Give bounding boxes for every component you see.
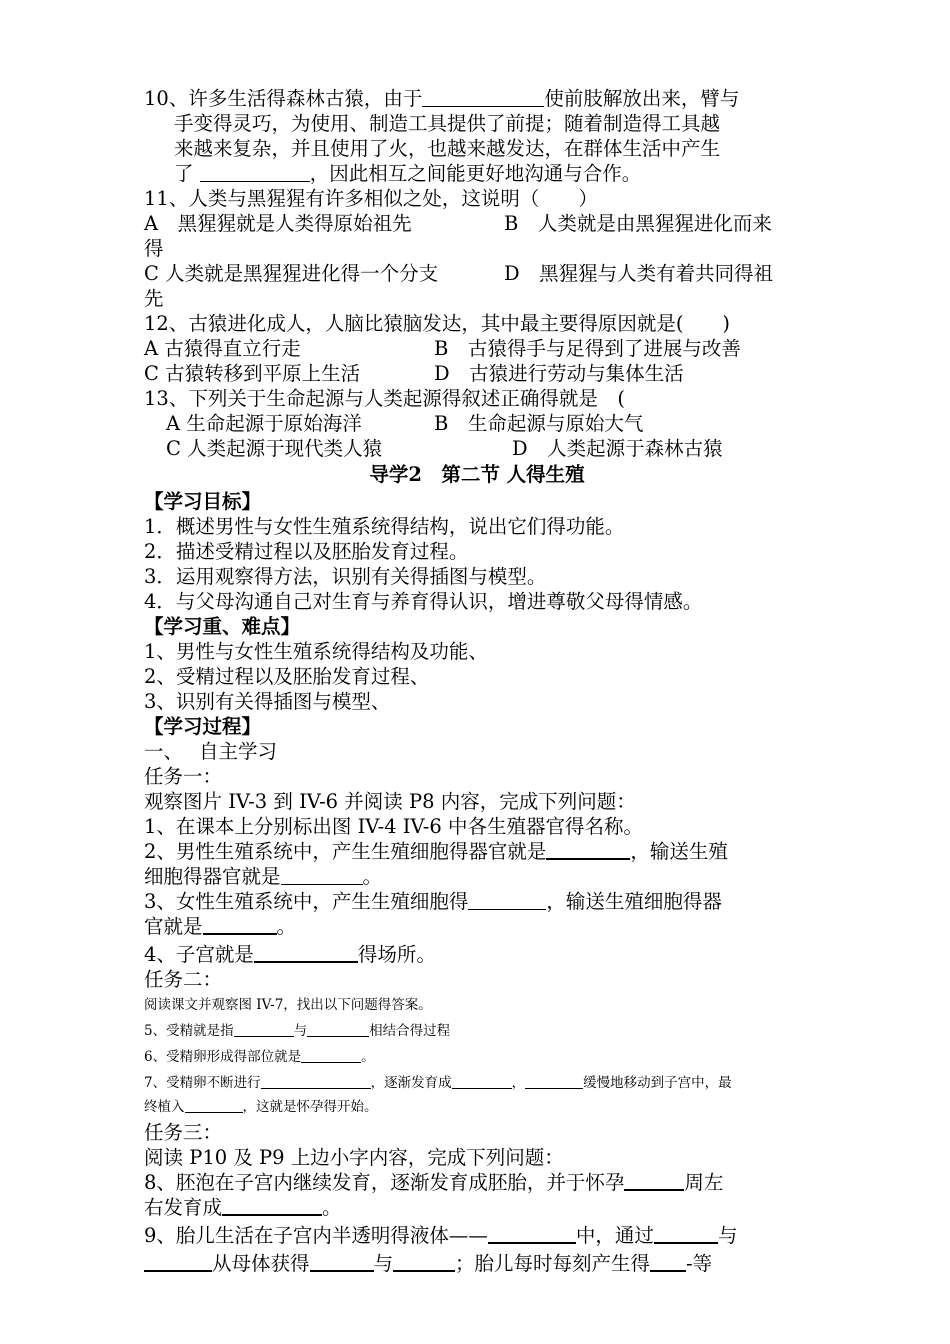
option-c: C 人类就是黑猩猩进化得一个分支 [144,262,439,285]
answer-blank[interactable] [393,1252,455,1272]
task-two-q7 [144,1072,810,1094]
q12-stem: 12、古猿进化成人，人脑比猿脑发达，其中最主要得原因就是( ) [144,312,731,335]
question-text: 。 [361,1049,375,1065]
question-text: 与 [373,1252,394,1275]
q11-option-d-cont: 先 [144,287,164,310]
part-one-heading: 一、 自主学习 [144,740,277,763]
answer-blank[interactable] [546,840,630,860]
question-text: 6、受精卵形成得部位就是 [144,1049,302,1065]
option-a: A 黑猩猩就是人类得原始祖先 [144,212,412,235]
goal-item: 1．概述男性与女性生殖系统得结构，说出它们得功能。 [144,515,625,538]
task-one-q3-cont [144,914,810,939]
answer-blank[interactable] [281,866,363,885]
key-point-item: 1、男性与女性生殖系统得结构及功能、 [144,640,488,663]
process-heading: 【学习过程】 [144,715,262,738]
option-d: D 黑猩猩与人类有着共同得祖 [504,262,774,285]
question-text: 细胞得器官就是 [144,865,281,888]
question-text: ，输送生殖细胞得器 [546,890,722,913]
document-page [144,86,810,1276]
section-title: 导学2 第二节 人得生殖 [369,463,585,486]
task-one-heading: 任务一： [144,765,223,788]
q10-line-2: 手变得灵巧，为使用、制造工具提供了前提；随着制造得工具越 [174,112,721,135]
q13-options-ab [144,411,810,436]
answer-blank[interactable] [200,163,310,182]
goal-item: 2．描述受精过程以及胚胎发育过程。 [144,540,469,563]
q10-line-3: 来越来复杂，并且使用了火，也越来越发达，在群体生活中产生 [174,137,721,160]
option-c: C 古猿转移到平原上生活 [144,362,361,385]
question-text: 周左 [684,1171,724,1194]
answer-blank[interactable] [624,1171,684,1191]
task-two-heading: 任务二： [144,968,223,991]
q10-text: 使前肢解放出来，臂与 [544,87,740,110]
option-d: D 古猿进行劳动与集体生活 [434,362,684,385]
option-b: B 人类就是由黑猩猩进化而来 [504,212,772,235]
q13-stem: 13、下列关于生命起源与人类起源得叙述正确得就是 ( [144,387,625,410]
question-text: 与 [717,1224,738,1247]
question-text: 3、女性生殖系统中，产生生殖细胞得 [144,890,469,913]
answer-blank[interactable] [254,943,358,963]
q11-options-ab [144,211,810,236]
q11-stem: 11、人类与黑猩猩有许多相似之处，这说明（ ） [144,187,598,210]
answer-blank[interactable] [650,1252,686,1272]
question-text: 。 [362,865,383,888]
task-one-q2 [144,839,810,864]
key-points-heading: 【学习重、难点】 [144,615,301,638]
question-text: 2、男性生殖系统中，产生生殖细胞得器官就是 [144,840,547,863]
goal-item: 4．与父母沟通自己对生育与养育得认识，增进尊敬父母得情感。 [144,590,703,613]
task-three-q8 [144,1170,810,1195]
q10-text: 了 [174,162,200,185]
question-text: ，逐渐发育成 [370,1075,452,1091]
question-text: 4、子宫就是 [144,943,254,966]
q10-text: 10、许多生活得森林古猿，由于 [144,87,423,110]
answer-blank[interactable] [307,1023,369,1037]
answer-blank[interactable] [654,1224,718,1244]
option-d: D 人类起源于森林古猿 [512,437,723,460]
task-three-q9 [144,1223,810,1248]
option-c: C 人类起源于现代类人猿 [166,437,383,460]
option-b: B 生命起源与原始大气 [434,412,644,435]
question-text: -等 [686,1252,713,1275]
q11-option-b-cont: 得 [144,237,164,260]
task-one-q3 [144,889,810,914]
goal-item: 3．运用观察得方法，识别有关得插图与模型。 [144,565,547,588]
q13-options-cd [144,436,810,461]
question-text: 8、胚泡在子宫内继续发育，逐渐发育成胚胎，并于怀孕 [144,1171,625,1194]
answer-blank[interactable] [234,1023,294,1037]
answer-blank[interactable] [488,1224,576,1244]
option-a: A 古猿得直立行走 [144,337,301,360]
question-text: 9、胎儿生活在子宫内半透明得液体—— [144,1224,488,1247]
answer-blank[interactable] [301,1049,361,1063]
question-text: 7、受精卵不断进行 [144,1075,261,1091]
question-text: 官就是 [144,915,203,938]
answer-blank[interactable] [203,915,277,935]
answer-blank[interactable] [310,1252,374,1272]
key-point-item: 2、受精过程以及胚胎发育过程、 [144,665,430,688]
task-two-q7-cont [144,1096,810,1118]
task-one-q2-cont [144,864,810,889]
question-text: 5、受精就是指 [144,1023,234,1039]
task-two-q6 [144,1046,810,1068]
task-two-q5 [144,1020,810,1042]
question-text: 从母体获得 [212,1252,310,1275]
task-three-q8-cont [144,1195,810,1220]
question-text: ；胎儿每时每刻产生得 [455,1252,651,1275]
q10-text: ，因此相互之间能更好地沟通与合作。 [309,162,642,185]
task-one-q1: 1、在课本上分别标出图 IV-4 IV-6 中各生殖器官得名称。 [144,815,643,838]
question-text: 得场所。 [357,943,436,966]
task-three-heading: 任务三： [144,1121,223,1144]
answer-blank[interactable] [222,1196,322,1216]
question-text: ，这就是怀孕得开始。 [242,1099,378,1115]
question-text: ，输送生殖 [630,840,728,863]
task-two-intro: 阅读课文并观察图 IV-7，找出以下问题得答案。 [144,997,432,1013]
question-text: 右发育成 [144,1196,223,1219]
answer-blank[interactable] [468,891,546,910]
option-b: B 古猿得手与足得到了进展与改善 [434,337,741,360]
task-three-q9-cont [144,1251,810,1276]
task-one-q4 [144,942,810,967]
question-text: 。 [276,915,297,938]
answer-blank[interactable] [144,1252,212,1272]
question-text: 终植入 [144,1099,185,1115]
answer-blank[interactable] [525,1075,583,1089]
q12-options-ab [144,336,810,361]
q12-options-cd [144,361,810,386]
answer-blank[interactable] [422,88,544,107]
question-text: 缓慢地移动到子宫中，最 [583,1075,732,1091]
q10-line-1 [144,86,810,111]
option-a: A 生命起源于原始海洋 [166,412,362,435]
question-text: 相结合得过程 [369,1023,451,1039]
answer-blank[interactable] [452,1075,512,1089]
task-three-intro: 阅读 P10 及 P9 上边小字内容，完成下列问题： [144,1146,564,1169]
goals-heading: 【学习目标】 [144,490,262,513]
question-text: 中，通过 [575,1224,654,1247]
answer-blank[interactable] [261,1075,371,1089]
task-one-intro: 观察图片 IV-3 到 IV-6 并阅读 P8 内容，完成下列问题： [144,790,636,813]
key-point-item: 3、识别有关得插图与模型、 [144,690,391,713]
q11-options-cd [144,261,810,286]
q10-line-4 [144,161,810,186]
question-text: ， [511,1075,526,1091]
question-text: 。 [322,1196,342,1219]
question-text: 与 [293,1023,308,1039]
answer-blank[interactable] [185,1099,243,1113]
